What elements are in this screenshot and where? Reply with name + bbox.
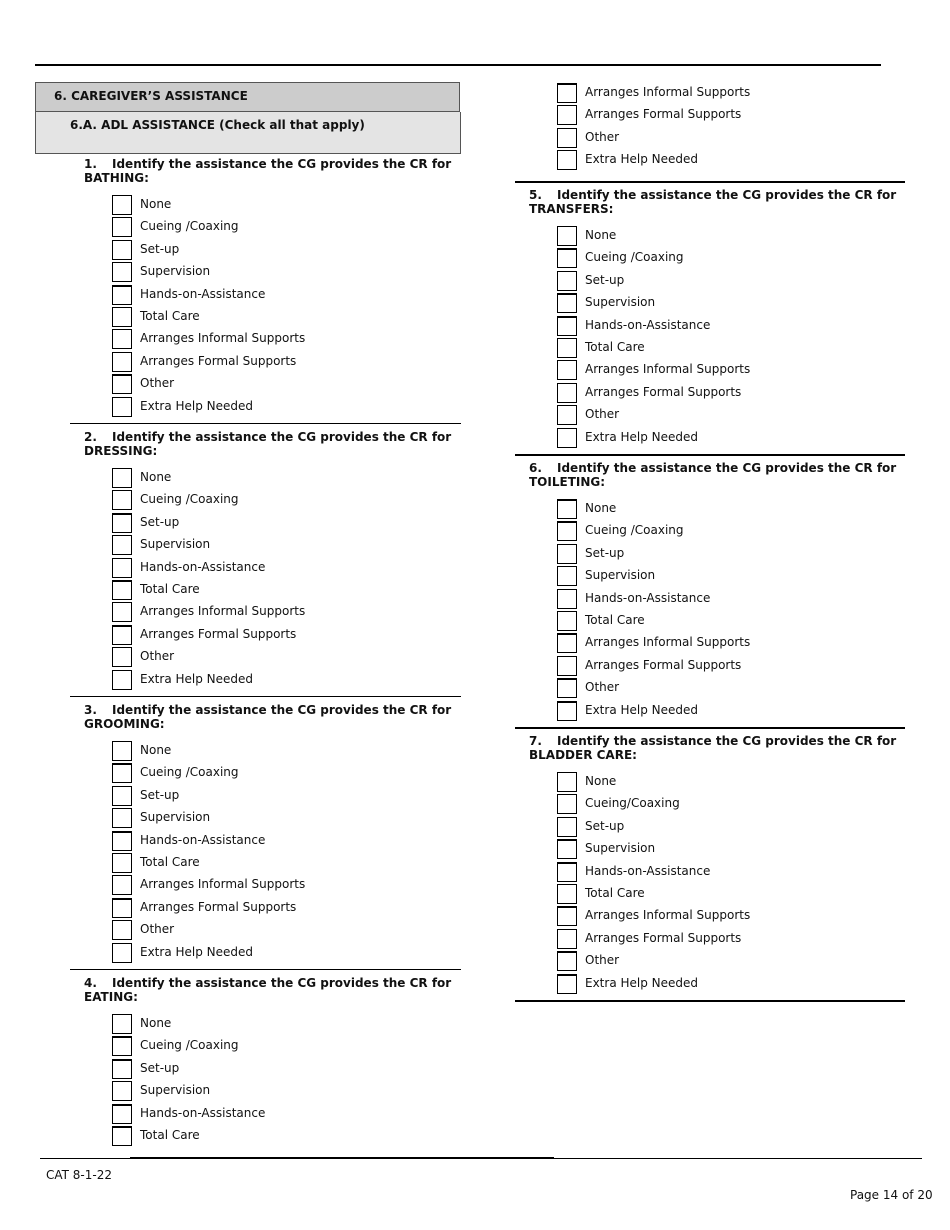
question-subject: TRANSFERS:	[529, 202, 614, 216]
checkbox-formal[interactable]	[557, 929, 577, 949]
option-row[interactable]: Arranges Informal Supports	[112, 875, 461, 897]
option-row[interactable]: Supervision	[112, 1081, 461, 1103]
question-transfers	[515, 186, 905, 450]
checkbox-other[interactable]	[557, 951, 577, 971]
options-list	[112, 741, 461, 965]
option-row[interactable]: Supervision	[112, 535, 461, 557]
checkbox-hands-on[interactable]	[112, 1104, 132, 1124]
option-row[interactable]: Other	[557, 128, 905, 150]
question-bladder-care	[515, 732, 905, 996]
checkbox-supervision[interactable]	[112, 262, 132, 282]
option-row[interactable]: Other	[557, 678, 905, 700]
checkbox-informal[interactable]	[112, 329, 132, 349]
question-title: 3. Identify the assistance the CG provides the CR for GROOMING:	[84, 703, 452, 731]
checkbox-other[interactable]	[112, 374, 132, 394]
option-row[interactable]: Hands-on-Assistance	[557, 316, 905, 338]
checkbox-total-care[interactable]	[557, 338, 577, 358]
checkbox-cueing[interactable]	[112, 490, 132, 510]
checkbox-extra-help[interactable]	[557, 701, 577, 721]
question-eating	[70, 974, 461, 1148]
checkbox-formal[interactable]	[112, 625, 132, 645]
option-row[interactable]: Extra Help Needed	[557, 974, 905, 996]
option-row[interactable]: Arranges Formal Supports	[112, 898, 461, 920]
option-row[interactable]: Other	[557, 405, 905, 427]
divider	[515, 454, 905, 456]
option-row[interactable]: Supervision	[557, 566, 905, 588]
checkbox-cueing[interactable]	[112, 1036, 132, 1056]
option-row[interactable]: Arranges Informal Supports	[112, 602, 461, 624]
checkbox-hands-on[interactable]	[112, 285, 132, 305]
footer-rule	[554, 1158, 922, 1159]
form-id: CAT 8-1-22	[46, 1168, 112, 1182]
checkbox-other[interactable]	[557, 405, 577, 425]
question-dressing	[70, 428, 461, 692]
option-row[interactable]: Total Care	[112, 580, 461, 602]
option-row[interactable]: Arranges Informal Supports	[557, 906, 905, 928]
checkbox-cueing[interactable]	[557, 521, 577, 541]
checkbox-setup[interactable]	[112, 240, 132, 260]
option-row[interactable]: Total Care	[112, 307, 461, 329]
option-row[interactable]: Arranges Formal Supports	[112, 625, 461, 647]
question-title: 2. Identify the assistance the CG provides the CR for DRESSING:	[84, 430, 452, 458]
checkbox-cueing[interactable]	[112, 763, 132, 783]
option-row[interactable]: Cueing /Coaxing	[112, 490, 461, 512]
checkbox-hands-on[interactable]	[557, 589, 577, 609]
option-row[interactable]: None	[557, 772, 905, 794]
checkbox-hands-on[interactable]	[557, 316, 577, 336]
checkbox-cueing[interactable]	[112, 217, 132, 237]
question-subject: EATING:	[84, 990, 138, 1004]
option-row[interactable]: None	[112, 468, 461, 490]
option-row[interactable]: Cueing/Coaxing	[557, 794, 905, 816]
option-row[interactable]: Other	[112, 920, 461, 942]
option-row[interactable]: Arranges Informal Supports	[557, 633, 905, 655]
option-row[interactable]: Total Care	[557, 338, 905, 360]
checkbox-informal[interactable]	[557, 360, 577, 380]
option-row[interactable]: Arranges Formal Supports	[557, 656, 905, 678]
checkbox-other[interactable]	[557, 678, 577, 698]
option-row[interactable]: Cueing /Coaxing	[557, 248, 905, 270]
option-row[interactable]: Arranges Informal Supports	[112, 329, 461, 351]
question-subject: DRESSING:	[84, 444, 158, 458]
option-row[interactable]: Cueing /Coaxing	[112, 1036, 461, 1058]
checkbox-supervision[interactable]	[557, 839, 577, 859]
footer-rule	[130, 1157, 554, 1159]
checkbox-none[interactable]	[557, 226, 577, 246]
options-list	[557, 772, 905, 996]
checkbox-setup[interactable]	[557, 271, 577, 291]
question-toileting	[515, 459, 905, 723]
checkbox-extra-help[interactable]	[112, 670, 132, 690]
option-row[interactable]: Set-up	[112, 1059, 461, 1081]
checkbox-cueing[interactable]	[557, 794, 577, 814]
option-row[interactable]: Extra Help Needed	[112, 943, 461, 965]
option-row[interactable]: Hands-on-Assistance	[112, 285, 461, 307]
checkbox-supervision[interactable]	[112, 808, 132, 828]
checkbox-supervision[interactable]	[112, 1081, 132, 1101]
checkbox-other[interactable]	[112, 647, 132, 667]
checkbox-extra-help[interactable]	[557, 974, 577, 994]
question-bathing	[70, 155, 461, 419]
options-list	[112, 195, 461, 419]
option-row[interactable]: Cueing /Coaxing	[112, 217, 461, 239]
option-row[interactable]: Extra Help Needed	[557, 701, 905, 723]
option-row[interactable]: None	[112, 195, 461, 217]
option-row[interactable]: Arranges Formal Supports	[112, 352, 461, 374]
question-subject: BLADDER CARE:	[529, 748, 637, 762]
checkbox-formal[interactable]	[557, 105, 577, 125]
option-row[interactable]: Set-up	[557, 544, 905, 566]
checkbox-other[interactable]	[557, 128, 577, 148]
checkbox-cueing[interactable]	[557, 248, 577, 268]
option-row[interactable]: Arranges Informal Supports	[557, 83, 905, 105]
checkbox-hands-on[interactable]	[557, 862, 577, 882]
checkbox-supervision[interactable]	[112, 535, 132, 555]
question-subject: BATHING:	[84, 171, 149, 185]
options-list	[112, 1014, 461, 1148]
checkbox-total-care[interactable]	[112, 1126, 132, 1146]
option-row[interactable]: Other	[112, 374, 461, 396]
checkbox-formal[interactable]	[557, 383, 577, 403]
checkbox-extra-help[interactable]	[557, 150, 577, 170]
checkbox-informal[interactable]	[557, 83, 577, 103]
option-row[interactable]: Other	[112, 647, 461, 669]
subsection-header	[35, 112, 461, 154]
option-row[interactable]: Extra Help Needed	[112, 397, 461, 419]
option-row[interactable]: Set-up	[112, 240, 461, 262]
option-row[interactable]: Hands-on-Assistance	[557, 589, 905, 611]
option-row[interactable]: Arranges Informal Supports	[557, 360, 905, 382]
options-list	[557, 499, 905, 723]
checkbox-setup[interactable]	[112, 786, 132, 806]
checkbox-none[interactable]	[112, 1014, 132, 1034]
option-row[interactable]: Set-up	[112, 786, 461, 808]
option-row[interactable]: Set-up	[112, 513, 461, 535]
option-row[interactable]: Hands-on-Assistance	[112, 558, 461, 580]
checkbox-extra-help[interactable]	[112, 943, 132, 963]
checkbox-informal[interactable]	[557, 633, 577, 653]
question-grooming	[70, 701, 461, 965]
page-number: Page 14 of 20	[850, 1188, 933, 1202]
checkbox-hands-on[interactable]	[112, 831, 132, 851]
divider	[70, 423, 461, 424]
option-row[interactable]: Hands-on-Assistance	[112, 831, 461, 853]
question-title: 4. Identify the assistance the CG provides the CR for EATING:	[84, 976, 452, 1004]
checkbox-formal[interactable]	[557, 656, 577, 676]
section-title: 6. CAREGIVER’S ASSISTANCE	[54, 89, 248, 103]
option-row[interactable]: None	[112, 741, 461, 763]
option-row[interactable]: Cueing /Coaxing	[112, 763, 461, 785]
divider	[515, 181, 905, 183]
option-row[interactable]: Extra Help Needed	[557, 150, 905, 172]
checkbox-informal[interactable]	[112, 602, 132, 622]
divider	[70, 969, 461, 970]
options-list	[557, 83, 905, 173]
checkbox-setup[interactable]	[557, 817, 577, 837]
option-row[interactable]: Hands-on-Assistance	[112, 1104, 461, 1126]
checkbox-extra-help[interactable]	[112, 397, 132, 417]
checkbox-total-care[interactable]	[112, 853, 132, 873]
checkbox-setup[interactable]	[112, 1059, 132, 1079]
options-list	[557, 226, 905, 450]
checkbox-hands-on[interactable]	[112, 558, 132, 578]
option-row[interactable]: Cueing /Coaxing	[557, 521, 905, 543]
option-row[interactable]: Supervision	[112, 808, 461, 830]
divider	[70, 696, 461, 697]
top-rule	[35, 64, 881, 66]
option-row[interactable]: Total Care	[557, 884, 905, 906]
option-row[interactable]: Set-up	[557, 271, 905, 293]
option-row[interactable]: Total Care	[112, 1126, 461, 1148]
checkbox-total-care[interactable]	[557, 884, 577, 904]
option-row[interactable]: Hands-on-Assistance	[557, 862, 905, 884]
option-row[interactable]: None	[557, 226, 905, 248]
divider	[515, 727, 905, 729]
option-row[interactable]: Set-up	[557, 817, 905, 839]
checkbox-none[interactable]	[112, 195, 132, 215]
checkbox-total-care[interactable]	[112, 580, 132, 600]
option-row[interactable]: Total Care	[112, 853, 461, 875]
question-title: 1. Identify the assistance the CG provides the CR for BATHING:	[84, 157, 452, 185]
checkbox-supervision[interactable]	[557, 566, 577, 586]
checkbox-supervision[interactable]	[557, 293, 577, 313]
option-row[interactable]: None	[557, 499, 905, 521]
option-row[interactable]: Total Care	[557, 611, 905, 633]
checkbox-none[interactable]	[112, 468, 132, 488]
question-title: 7. Identify the assistance the CG provides the CR for BLADDER CARE:	[529, 734, 897, 762]
option-row[interactable]: Arranges Formal Supports	[557, 383, 905, 405]
checkbox-setup[interactable]	[112, 513, 132, 533]
checkbox-none[interactable]	[112, 741, 132, 761]
checkbox-informal[interactable]	[112, 875, 132, 895]
checkbox-other[interactable]	[112, 920, 132, 940]
checkbox-setup[interactable]	[557, 544, 577, 564]
question-subject: GROOMING:	[84, 717, 165, 731]
option-row[interactable]: Supervision	[557, 293, 905, 315]
option-row[interactable]: Supervision	[557, 839, 905, 861]
checkbox-formal[interactable]	[112, 352, 132, 372]
section-header	[35, 82, 460, 112]
checkbox-informal[interactable]	[557, 906, 577, 926]
checkbox-formal[interactable]	[112, 898, 132, 918]
option-row[interactable]: Other	[557, 951, 905, 973]
footer-rule	[40, 1158, 130, 1159]
option-row[interactable]: Arranges Formal Supports	[557, 105, 905, 127]
question-subject: TOILETING:	[529, 475, 606, 489]
option-row[interactable]: Extra Help Needed	[557, 428, 905, 450]
checkbox-none[interactable]	[557, 772, 577, 792]
option-row[interactable]: Extra Help Needed	[112, 670, 461, 692]
checkbox-total-care[interactable]	[112, 307, 132, 327]
options-list	[112, 468, 461, 692]
divider	[515, 1000, 905, 1002]
checkbox-extra-help[interactable]	[557, 428, 577, 448]
subsection-title: 6.A. ADL ASSISTANCE (Check all that apply)	[70, 118, 365, 132]
checkbox-none[interactable]	[557, 499, 577, 519]
option-row[interactable]: Supervision	[112, 262, 461, 284]
checkbox-total-care[interactable]	[557, 611, 577, 631]
question-eating-continued	[515, 83, 905, 173]
option-row[interactable]: None	[112, 1014, 461, 1036]
option-row[interactable]: Arranges Formal Supports	[557, 929, 905, 951]
question-title: 5. Identify the assistance the CG provides the CR for TRANSFERS:	[529, 188, 897, 216]
question-title: 6. Identify the assistance the CG provides the CR for TOILETING:	[529, 461, 897, 489]
